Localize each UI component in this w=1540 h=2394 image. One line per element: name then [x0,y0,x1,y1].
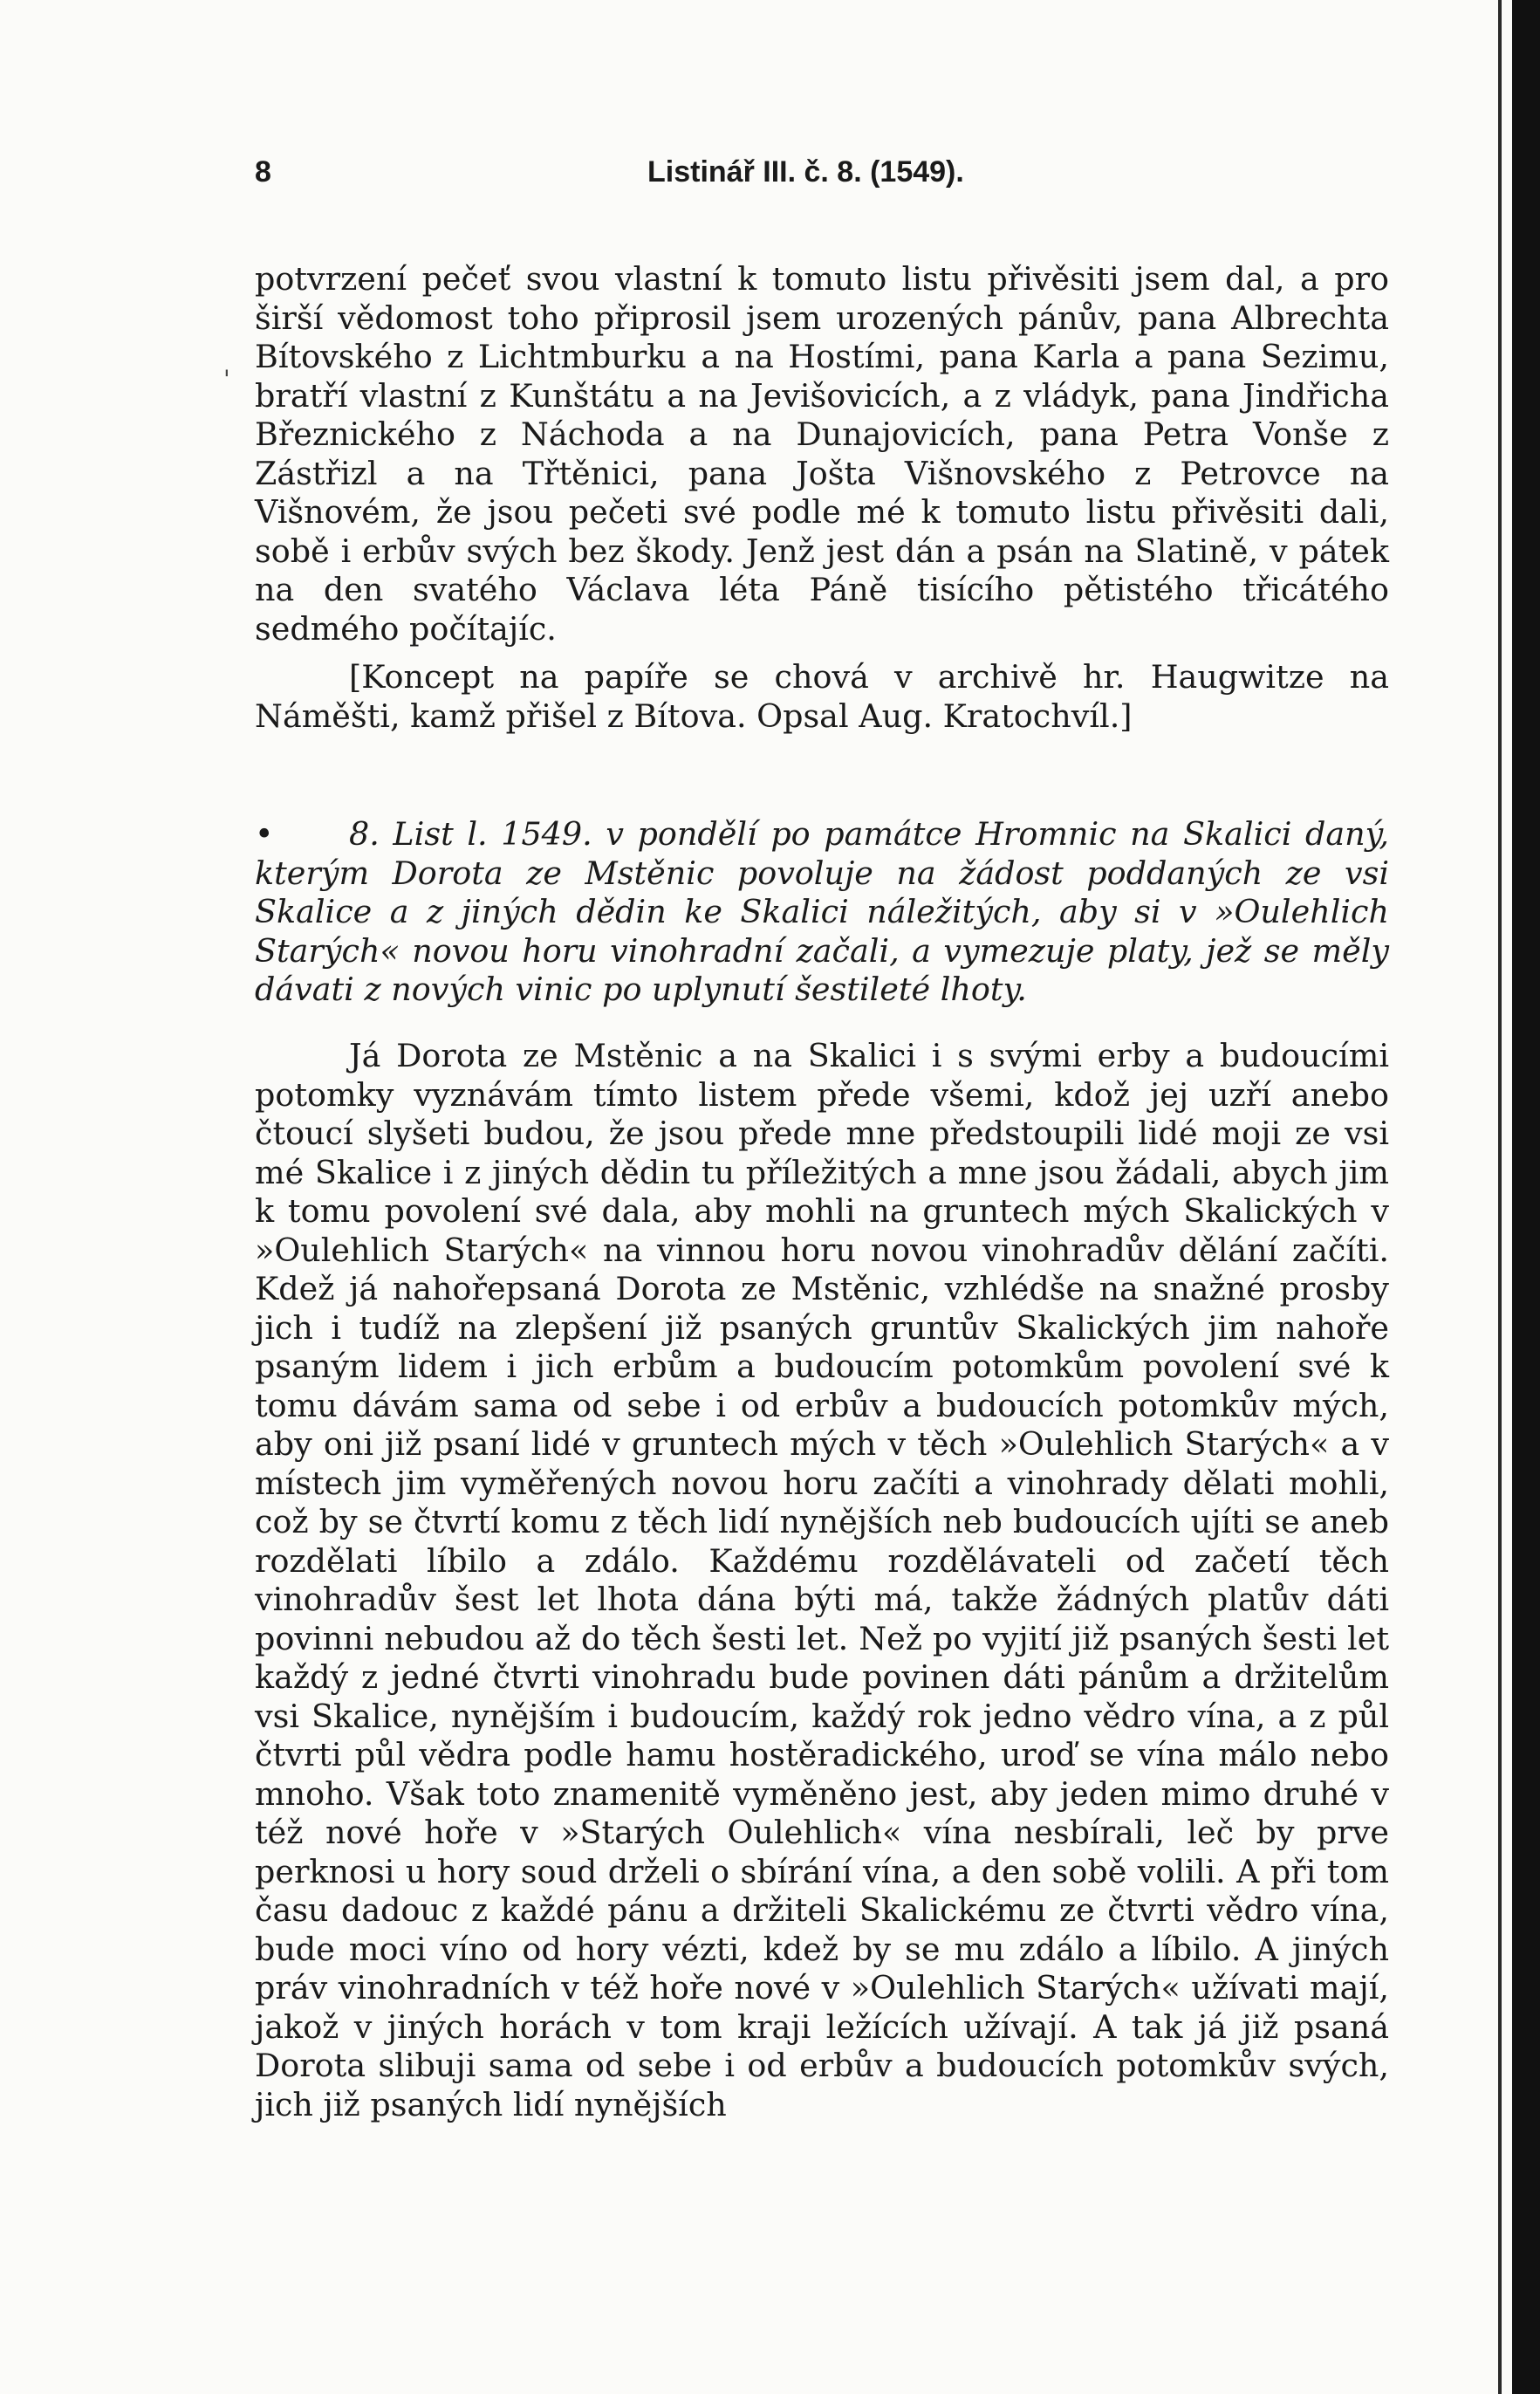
intro-text: potvrzení pečeť svou vlastní k tomuto listu přivěsiti jsem dal, a pro širší vědomost toho připrosil jsem urozených pánův, pana Albrechta Bítovského z Lichtmburku a na Hostími, pana Karla a pana Sezimu, bratří vlastní z Kunštátu a na Jevišovicích, a z vládyk, pana Jindřicha Březnického z Náchoda a na Dunajovicích, pana Petra Vonše z Zástřizl a na Třtěnici, pana Jošta Višnovského z Petrovce na Višnovém, že jsou pečeti své podle mé k tomuto listu přivěsiti dali, sobě i erbův svých bez škody. Jenž jest dán a psán na Slatině, v pátek na den svatého Václava léta Páně tisícího pětistého třicátého sedmého počítajíc. [255,260,1389,648]
scan-edge-line [1498,0,1502,2394]
archival-note [255,658,1389,736]
regest-paragraph [255,815,1389,1010]
page-header [255,155,1389,208]
page-number: 8 [255,155,271,189]
archival-note-text: [Koncept na papíře se chová v archivě hr. Haugwitze na Náměšti, kamž přišel z Bítova. Opsal Aug. Kratochvíl.] [255,658,1389,735]
running-title: Listinář III. č. 8. (1549). [647,155,964,189]
document-regest [255,815,1389,1010]
regest-text: 8. List l. 1549. v pondělí po památce Hromnic na Skalici daný, kterým Dorota ze Mstěnic povoluje na žádost poddaných ze vsi Skalice a z jiných dědin ke Skalici náležitých, aby si v »Oulehlich Starých« novou horu vinohradní začali, a vymezuje platy, jež se měly dávati z nových vinic po uplynutí šestileté lhoty. [255,815,1389,1008]
stray-mark: ' [223,365,230,394]
bullet-icon: • [255,815,274,853]
main-text: Já Dorota ze Mstěnic a na Skalici i s svými erby a budoucími potomky vyznávám tímto listem přede všemi, kdož jej uzří anebo čtoucí slyšeti budou, že jsou přede mne předstoupili lidé moji ze vsi mé Skalice i z jiných dědin tu příležitých a mne jsou žádali, abych jim k tomu povolení své dala, aby mohli na gruntech mých Skalických v »Oulehlich Starých« na vinnou horu novou vinohradův dělání začíti. Kdež já nahořepsaná Dorota ze Mstěnic, vzhlédše na snažné prosby jich i tudíž na zlepšení již psaných gruntův Skalických jim nahoře psaným lidem i jich erbům a budoucím potomkům povolení své k tomu dávám sama od sebe i od erbův a budoucích potomkův mých, aby oni již psaní lidé v gruntech mých v těch »Oulehlich Starých« a v místech jim vyměřených novou horu začíti a vinohrady dělati mohli, což by se čtvrtí komu z těch lidí nynějších neb budoucích ujíti se aneb rozdělati líbilo a zdálo. Každému rozdělávateli od začetí těch vinohradův šest let lhota dána býti má, takže žádných platův dáti povinni nebudou až do těch šesti let. Než po vyjití již psaných šesti let každý z jedné čtvrti vinohradu bude povinen dáti pánům a držitelům vsi Skalice, nynějším i budoucím, každý rok jedno vědro vína, a z půl čtvrti půl vědra podle hamu hostěradického, uroď se vína málo nebo mnoho. Však toto znamenitě vyměněno jest, aby jeden mimo druhé v též nové hoře v »Starých Oulehlich« vína nesbírali, leč by prve perknosi u hory soud drželi o sbírání vína, a den sobě volili. A při tom času dadouc z každé pánu a držiteli Skalickému ze čtvrti vědro vína, bude moci víno od hory vézti, kdež by se mu zdálo a líbilo. A jiných práv vinohradních v též hoře nové v »Oulehlich Starých« užívati mají, jakož v jiných horách v tom kraji ležících užívají. A tak já již psaná Dorota slibuji sama od sebe i od erbův a budoucích potomkův svých, jich již psaných lidí nynějších [255,1037,1389,2123]
main-charter-text [255,1037,1389,2124]
intro-paragraph [255,260,1389,648]
scan-edge-border [1512,0,1540,2394]
